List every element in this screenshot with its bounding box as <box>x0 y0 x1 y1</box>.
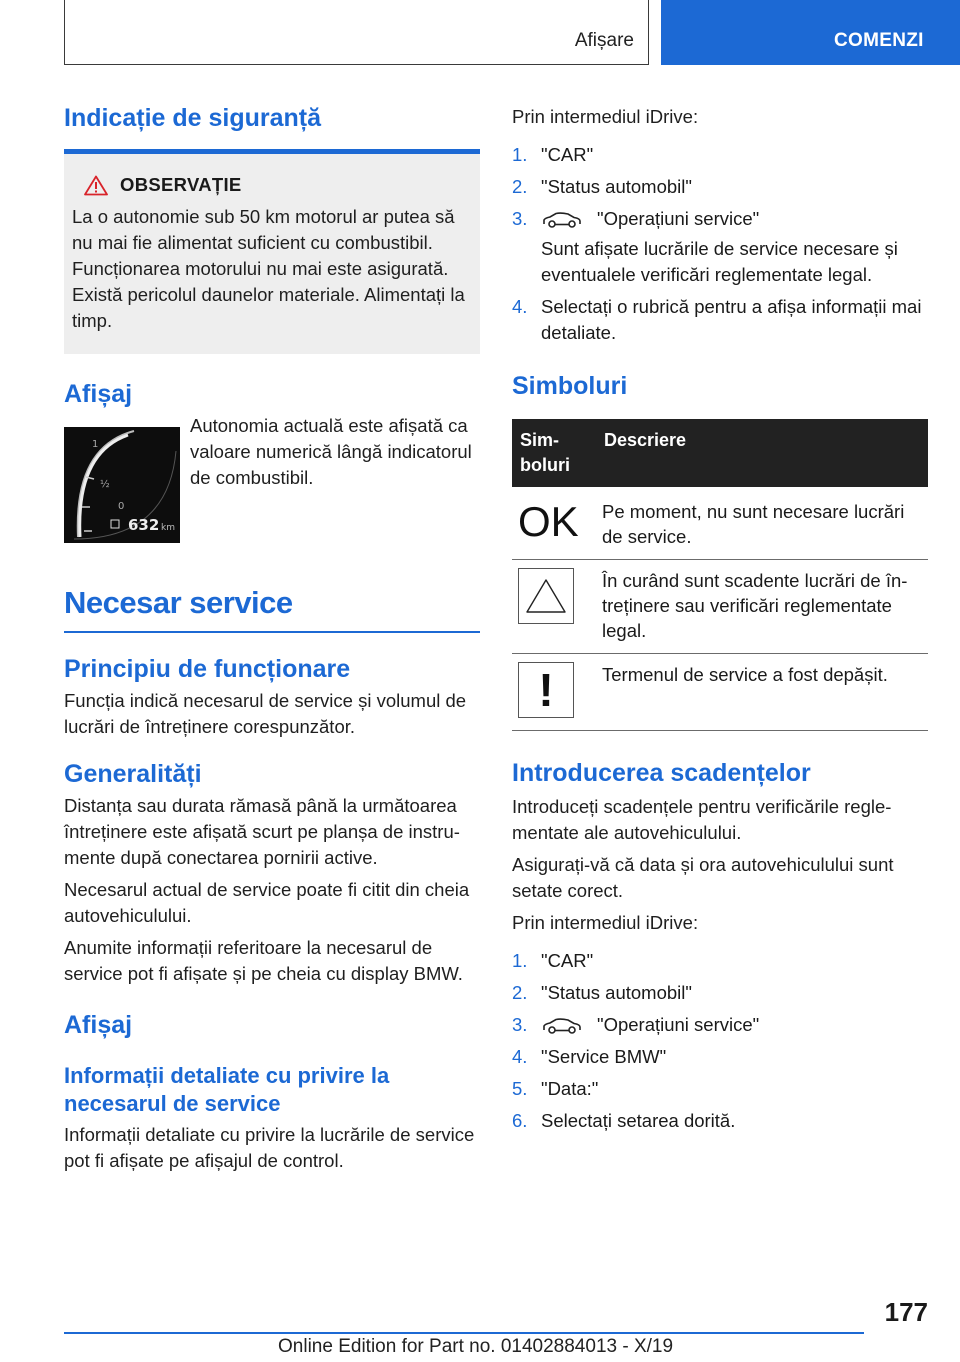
warning-triangle-icon <box>524 577 568 615</box>
display2-title: Afișaj <box>64 1010 133 1039</box>
display-title: Afișaj <box>64 380 133 408</box>
header-section-label: Afișare <box>574 30 634 51</box>
steps-list-1 <box>512 142 928 346</box>
principle-title: Principiu de funcționare <box>64 654 351 683</box>
list-item: 4. "Service BMW" <box>512 1046 667 1067</box>
table-row <box>512 654 928 731</box>
list-item: 3. "Operațiuni service" <box>512 1014 760 1035</box>
footer-edition: Online Edition for Part no. 01402884013 - X/19 <box>278 1336 674 1357</box>
header-tab-label: COMENZI <box>834 30 924 51</box>
header-section-box <box>64 0 649 65</box>
table-cell-desc: Termenul de service a fost depășit. <box>596 654 928 731</box>
list-item: 6. Selectați setarea dorită. <box>512 1110 736 1131</box>
yellow-triangle-symbol <box>518 568 574 624</box>
detail-title: Informații detaliate cu privire la necesarul de service <box>64 1062 390 1116</box>
list-item: 3. "Operațiuni service" Sunt afișate lucrările de service necesare și eventualele verificări reglementate legal. <box>512 206 928 288</box>
general-p2: Necesarul actual de service poate fi citit din cheia autovehiculului. <box>64 878 470 926</box>
step3-detail: Sunt afișate lucrările de service necesare și eventualele verificări reglementate legal. <box>541 238 898 285</box>
footer-rule <box>64 1332 864 1334</box>
note-text: La o autonomie sub 50 km motorul ar putea să nu mai fie alimentat suficient cu combustibil. Funcționarea motorului nu mai este asigurată. Există pericolul daunelor materiale. Alimentați la timp. <box>72 206 465 331</box>
general-p1: Distanța sau durata rămasă până la următoarea întreținere este afișată scurt pe planșa de instrumente după conectarea pornirii active. <box>64 794 460 868</box>
idrive-intro: Prin intermediul iDrive: <box>512 106 699 127</box>
detail-text: Informații detaliate cu privire la lucrările de service pot fi afișate pe afișajul de control. <box>64 1123 475 1171</box>
table-header-symbol: Simboluri <box>512 419 596 487</box>
warning-triangle-icon <box>84 175 108 196</box>
list-item: 1. "CAR" <box>512 144 594 165</box>
service-title: Necesar service <box>64 585 293 620</box>
deadline-p1: Introduceți scadențele pentru verificările reglementate ale autovehiculului. <box>512 796 892 843</box>
general-p3: Anumite informații referitoare la necesarul de service pot fi afișate și pe cheia cu display BMW. <box>64 936 463 984</box>
display-text: Autonomia actuală este afișată ca valoare numerică lângă indicatorul de combustibil. <box>190 415 472 488</box>
safety-title: Indicație de siguranță <box>64 104 322 132</box>
gauge-range-unit: km <box>161 523 175 533</box>
header-tab-commands[interactable] <box>661 0 960 65</box>
gauge-mark-1: 1 <box>92 439 99 450</box>
fuel-gauge-image <box>64 427 180 543</box>
list-item: 5. "Data:" <box>512 1078 599 1099</box>
steps-list-2 <box>512 948 928 1134</box>
warning-note <box>64 154 480 354</box>
list-item: 2. "Status automobil" <box>512 982 692 1003</box>
note-header <box>84 174 472 196</box>
list-item: 4. Selectați o rubrică pentru a afișa informații mai detaliate. <box>512 296 922 343</box>
note-label: OBSERVAȚIE <box>120 174 242 195</box>
page-number: 177 <box>884 1297 928 1327</box>
red-exclamation-symbol: ! <box>518 662 574 718</box>
display-block <box>64 413 480 543</box>
list-item: 1. "CAR" <box>512 950 594 971</box>
table-row <box>512 560 928 654</box>
table-row <box>512 487 928 560</box>
deadline-p2: Asigurați-vă că data și ora autovehiculului sunt setate corect. <box>512 854 894 901</box>
symbols-title: Simboluri <box>512 372 628 400</box>
service-rule <box>64 631 480 633</box>
left-column <box>64 100 480 1174</box>
gauge-mark-half: ½ <box>100 479 110 490</box>
car-icon <box>541 1018 583 1034</box>
fuel-gauge-graphic <box>64 427 180 543</box>
gauge-mark-0: 0 <box>118 501 125 512</box>
table-header-description: Descriere <box>596 419 928 487</box>
table-cell-desc: În curând sunt scadente lucrări de întreținere sau verificări reglementate legal. <box>596 560 928 654</box>
car-icon <box>541 212 583 228</box>
right-column <box>512 100 928 1140</box>
symbols-table <box>512 419 928 731</box>
idrive-intro-2: Prin intermediul iDrive: <box>512 912 699 933</box>
list-item: 2. "Status automobil" <box>512 176 692 197</box>
general-title: Generalități <box>64 759 202 788</box>
gauge-range-value: 632 <box>128 516 160 534</box>
deadline-title: Introducerea scadențelor <box>512 759 811 787</box>
table-cell-desc: Pe moment, nu sunt necesare lucrări de service. <box>596 487 928 560</box>
principle-text: Funcția indică necesarul de service și volumul de lucrări de întreținere corespunzător. <box>64 689 467 737</box>
ok-symbol: OK <box>518 498 579 545</box>
